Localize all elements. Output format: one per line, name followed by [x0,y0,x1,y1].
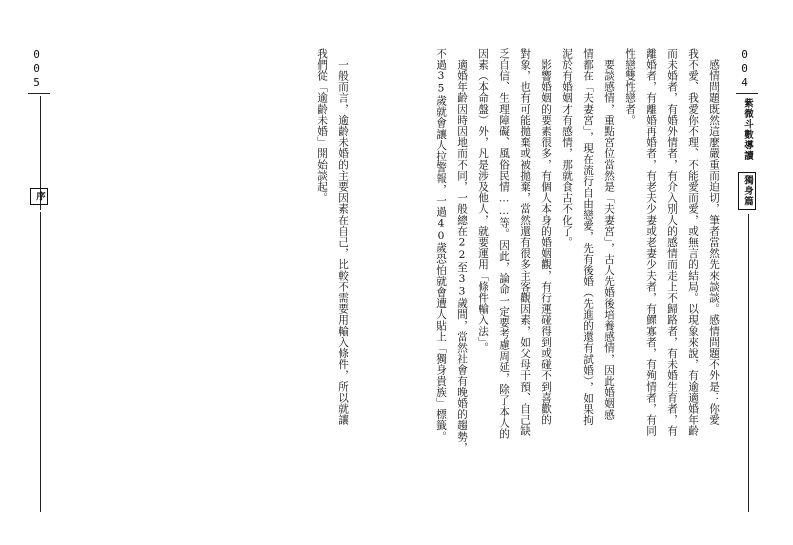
right-page-number-rule [736,93,758,94]
right-text-column: 性戀雙性戀者。 [624,48,636,126]
left-page-number: 005 [30,48,43,90]
left-section-label: 序 [30,188,48,205]
right-text-column: 對象，也有可能拋棄或被拋棄，當然還有很多主客觀因素，如父母干預、自己缺 [519,48,531,437]
right-text-column: 泥於有婚姻才有感情，那就食古不化了。 [561,48,573,248]
right-text-column: 適婚年齡因時因地而不同，一般總在22至33歲間，當然社會有晚婚的趨勢， [456,48,468,454]
left-text-column: 我們從「逾齡未婚」開始談起。 [316,48,328,204]
right-text-column: 情都在「夫妻宮」，現在流行自由戀愛，先有後婚（先進的還有試婚），如果拘 [582,48,594,426]
book-title: 紫微斗數導讀 [742,98,753,161]
left-page-number-rule [28,93,50,94]
right-text-column: 乏自信、生理障礙、風俗民情……等。因此，論命一定要考慮周延，除了本人的 [498,48,510,440]
chapter-label: 獨身篇 [738,172,756,210]
right-text-column: 我不愛、我愛你不理、不能愛而愛，或無言的結局。以現象來說，有逾適婚年齡 [687,48,699,437]
right-text-column: 不過35歲就會讓人拉警報，一過40歲恐怕就會遭人貼上「獨身貴族」標籤。 [435,48,447,443]
right-text-column: 而未婚者，有婚外情者，有介入別人的感情而走上不歸路者，有未婚生育者，有 [666,48,678,437]
right-text-column: 因素（本命盤）外，凡是涉及他人，就要運用「條件輸入法」。 [477,48,489,354]
right-text-column: 影響婚姻的要素很多，有個人本身的婚姻觀，有行運碰得到或碰不到喜歡的 [540,48,552,426]
left-margin-rule-lower [40,212,41,512]
right-text-column: 離婚者，有離婚再婚者，有老夫少妻或老妻少夫者，有鰥寡者，有殉情者，有同 [645,48,657,437]
right-margin-rule [748,214,749,512]
right-page-number: 004 [738,48,751,90]
right-text-column: 要談感情，重點宮位當然是「夫妻宮」，古人先婚後培養感情，因此婚姻感 [603,48,615,421]
left-text-column: 一般而言，逾齡未婚的主要因素在自己，比較不需要用輸入條件，所以就讓 [337,48,349,426]
right-text-column: 感情問題既然這麼嚴重而迫切，筆者當然先來談談。感情問題不外是：你愛 [708,48,720,426]
